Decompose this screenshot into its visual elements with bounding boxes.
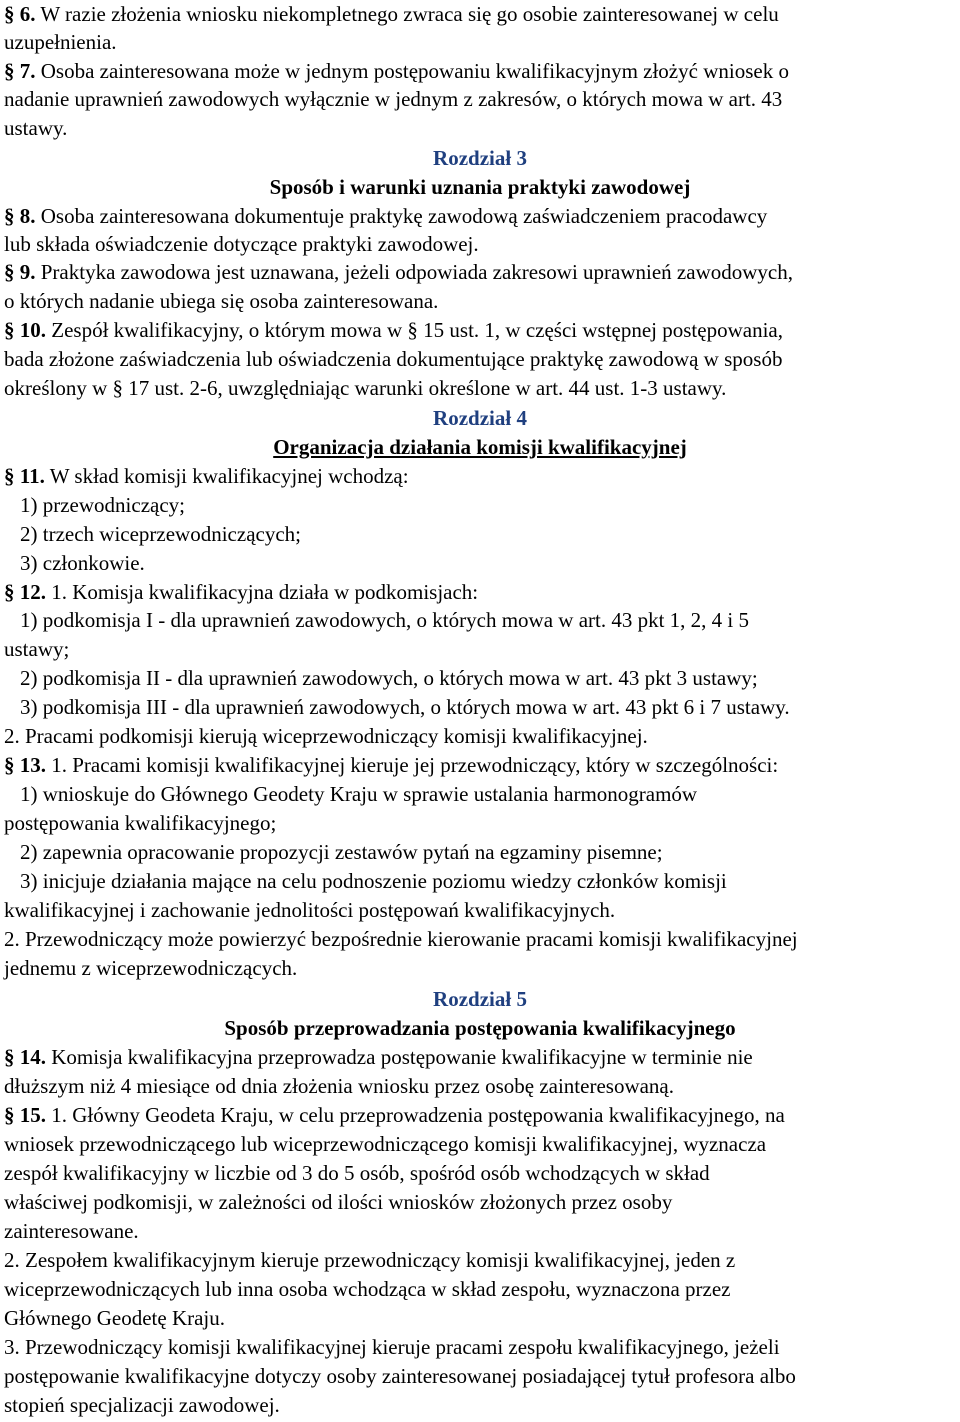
paragraph-line: Głównego Geodetę Kraju.: [4, 1306, 226, 1330]
list-item: 3) inicjuje działania mające na celu podnoszenie poziomu wiedzy członków komisji: [20, 869, 727, 893]
section-number: § 7.: [4, 59, 36, 83]
paragraph-line: wiceprzewodniczących lub inna osoba wchodząca w skład zespołu, wyznaczona przez: [4, 1277, 731, 1301]
list-item: 1) podkomisja I - dla uprawnień zawodowych, o których mowa w art. 43 pkt 1, 2, 4 i 5: [20, 608, 750, 632]
chapter-number-heading: Rozdział 3: [433, 146, 527, 170]
section-number: § 12.: [4, 580, 46, 604]
paragraph-line: § 8. Osoba zainteresowana dokumentuje praktykę zawodową zaświadczeniem pracodawcy: [4, 204, 768, 228]
paragraph-line: zespół kwalifikacyjny w liczbie od 3 do 5 osób, spośród osób wchodzących w skład: [4, 1161, 710, 1185]
paragraph-line: bada złożone zaświadczenia lub oświadczenia dokumentujące praktykę zawodową w sposób: [4, 347, 783, 371]
section-number: § 6.: [4, 2, 36, 26]
list-item: 2) zapewnia opracowanie propozycji zestawów pytań na egzaminy pisemne;: [20, 840, 663, 864]
paragraph-line: zainteresowane.: [4, 1219, 139, 1243]
paragraph-line: ustawy;: [4, 637, 70, 661]
paragraph-line: stopień specjalizacji zawodowej.: [4, 1393, 280, 1417]
paragraph-line: lub składa oświadczenie dotyczące praktyki zawodowej.: [4, 232, 479, 256]
paragraph-line: dłuższym niż 4 miesiące od dnia złożenia wniosku przez osobę zainteresowaną.: [4, 1074, 675, 1098]
paragraph-line: § 13. 1. Pracami komisji kwalifikacyjnej kieruje jej przewodniczący, który w szczególności:: [4, 753, 779, 777]
section-number: § 10.: [4, 318, 46, 342]
paragraph-line: § 7. Osoba zainteresowana może w jednym postępowaniu kwalifikacyjnym złożyć wniosek o: [4, 59, 789, 83]
chapter-title-heading: Organizacja działania komisji kwalifikacyjnej: [273, 435, 687, 459]
chapter-number-heading: Rozdział 5: [433, 987, 527, 1011]
chapter-number-heading: Rozdział 4: [433, 406, 527, 430]
paragraph-line: § 14. Komisja kwalifikacyjna przeprowadza postępowanie kwalifikacyjne w terminie nie: [4, 1045, 753, 1069]
paragraph-line: postępowanie kwalifikacyjne dotyczy osoby zainteresowanej posiadającej tytuł profesora albo: [4, 1364, 796, 1388]
list-item: 2) podkomisja II - dla uprawnień zawodowych, o których mowa w art. 43 pkt 3 ustawy;: [20, 666, 758, 690]
section-number: § 8.: [4, 204, 36, 228]
paragraph-line: 2. Przewodniczący może powierzyć bezpośrednie kierowanie pracami komisji kwalifikacyjnej: [4, 927, 798, 951]
list-item: 3) członkowie.: [20, 551, 145, 575]
paragraph-line: postępowania kwalifikacyjnego;: [4, 811, 277, 835]
section-number: § 9.: [4, 260, 36, 284]
paragraph-line: § 11. W skład komisji kwalifikacyjnej wchodzą:: [4, 464, 409, 488]
list-item: 1) wnioskuje do Głównego Geodety Kraju w sprawie ustalania harmonogramów: [20, 782, 698, 806]
chapter-title-heading: Sposób i warunki uznania praktyki zawodowej: [269, 175, 691, 199]
paragraph-line: 2. Pracami podkomisji kierują wiceprzewodniczący komisji kwalifikacyjnej.: [4, 724, 648, 748]
paragraph-line: kwalifikacyjnej i zachowanie jednolitości postępowań kwalifikacyjnych.: [4, 898, 616, 922]
paragraph-line: nadanie uprawnień zawodowych wyłącznie w jednym z zakresów, o których mowa w art. 43: [4, 87, 783, 111]
paragraph-line: właściwej podkomisji, w zależności od ilości wniosków złożonych przez osoby: [4, 1190, 673, 1214]
paragraph-line: § 12. 1. Komisja kwalifikacyjna działa w podkomisjach:: [4, 580, 479, 604]
list-item: 2) trzech wiceprzewodniczących;: [20, 522, 301, 546]
paragraph-line: § 10. Zespół kwalifikacyjny, o którym mowa w § 15 ust. 1, w części wstępnej postępowania,: [4, 318, 783, 342]
paragraph-line: § 15. 1. Główny Geodeta Kraju, w celu przeprowadzenia postępowania kwalifikacyjnego, na: [4, 1103, 785, 1127]
paragraph-line: o których nadanie ubiega się osoba zainteresowana.: [4, 289, 439, 313]
chapter-title-heading: Sposób przeprowadzania postępowania kwalifikacyjnego: [224, 1016, 736, 1040]
section-number: § 13.: [4, 753, 46, 777]
list-item: 3) podkomisja III - dla uprawnień zawodowych, o których mowa w art. 43 pkt 6 i 7 ustawy.: [20, 695, 790, 719]
section-number: § 11.: [4, 464, 45, 488]
paragraph-line: 2. Zespołem kwalifikacyjnym kieruje przewodniczący komisji kwalifikacyjnej, jeden z: [4, 1248, 736, 1272]
paragraph-line: 3. Przewodniczący komisji kwalifikacyjnej kieruje pracami zespołu kwalifikacyjnego, jeżeli: [4, 1335, 780, 1359]
paragraph-line: wniosek przewodniczącego lub wiceprzewodniczącego komisji kwalifikacyjnej, wyznacza: [4, 1132, 767, 1156]
paragraph-line: określony w § 17 ust. 2-6, uwzględniając warunki określone w art. 44 ust. 1-3 ustawy.: [4, 376, 727, 400]
paragraph-line: § 6. W razie złożenia wniosku niekompletnego zwraca się go osobie zainteresowanej w celu: [4, 2, 779, 26]
section-number: § 14.: [4, 1045, 46, 1069]
paragraph-line: § 9. Praktyka zawodowa jest uznawana, jeżeli odpowiada zakresowi uprawnień zawodowych,: [4, 260, 793, 284]
section-number: § 15.: [4, 1103, 46, 1127]
paragraph-line: uzupełnienia.: [4, 30, 117, 54]
paragraph-line: jednemu z wiceprzewodniczących.: [4, 956, 298, 980]
paragraph-line: ustawy.: [4, 116, 68, 140]
list-item: 1) przewodniczący;: [20, 493, 185, 517]
